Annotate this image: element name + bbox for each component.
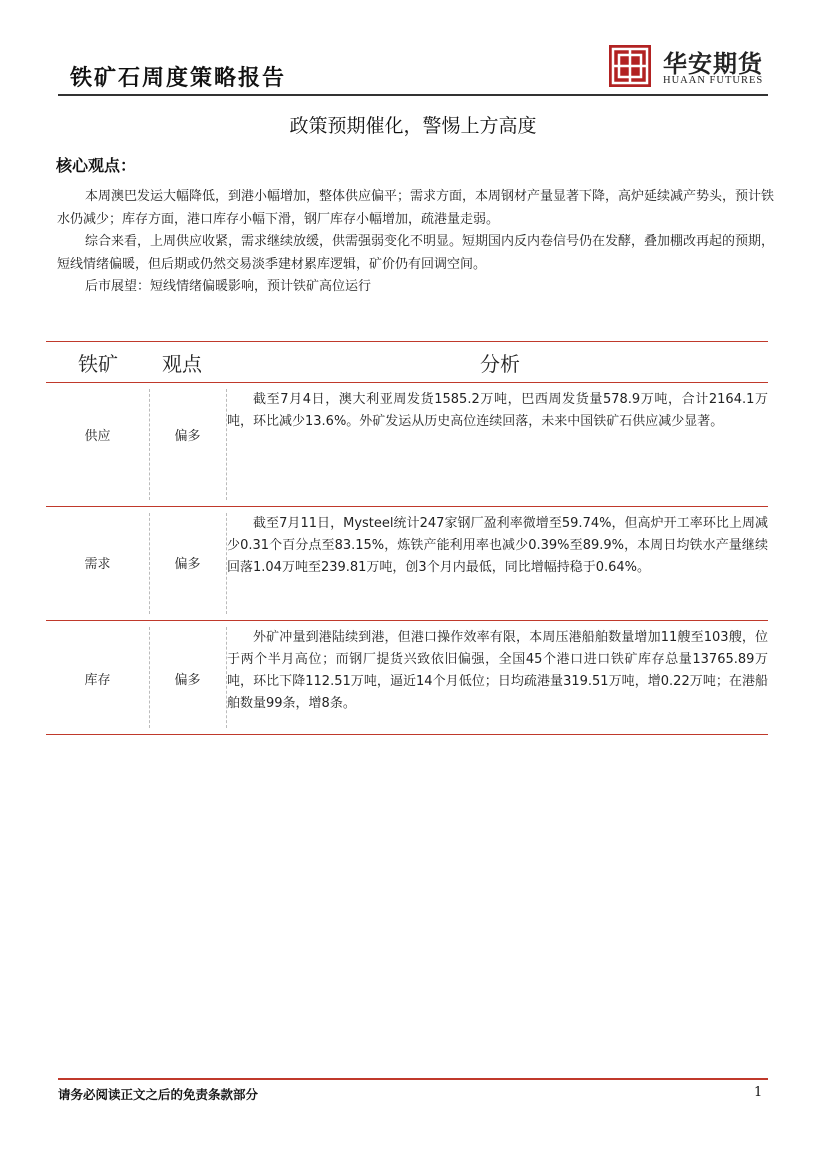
row-analysis-text: 截至7月11日，Mysteel统计247家钢厂盈利率微增至59.74%，但高炉开工率环比上周减少0.31个百分点至83.15%，炼铁产能利用率也减少0.39%至89.9%，本周日均铁水产量继续回落1.04万吨至239.81万吨，创3个月内最低，同比增幅持稳于0.64%。 (227, 516, 768, 575)
row-analysis-text: 外矿冲量到港陆续到港，但港口操作效率有限，本周压港船舶数量增加11艘至103艘，位于两个半月高位；而钢厂提货兴致依旧偏强，全国45个港口进口铁矿库存总量13765.89万吨，环比下降112.51万吨，逼近14个月低位；日均疏港量319.51万吨，增0.22万吨；在港船舶数量99条，增8条。 (227, 630, 768, 711)
header-iron-ore: 铁矿 (78, 352, 118, 376)
row-item-label: 需求 (84, 557, 111, 572)
table-row-demand (46, 507, 768, 621)
row-view-label: 偏多 (174, 673, 201, 688)
footer-divider (58, 1078, 768, 1080)
row-analysis-text: 截至7月4日，澳大利亚周发货1585.2万吨，巴西周发货量578.9万吨，合计2164.1万吨，环比减少13.6%。外矿发运从历史高位连续回落，未来中国铁矿石供应减少显著。 (227, 392, 768, 429)
logo-text-en: HUAAN FUTURES (663, 75, 764, 86)
table-header-row (46, 342, 768, 383)
core-views-label: 核心观点： (56, 156, 137, 175)
row-item-label: 供应 (84, 429, 111, 444)
analysis-table (46, 341, 768, 735)
footer-disclaimer: 请务必阅读正文之后的免责条款部分 (58, 1087, 259, 1102)
header-view: 观点 (162, 352, 202, 376)
row-item-label: 库存 (84, 673, 111, 688)
table-row-supply (46, 383, 768, 507)
core-paragraph: 综合来看，上周供应收紧，需求继续放缓，供需强弱变化不明显。短期国内反内卷信号仍在发酵，叠加棚改再起的预期，短线情绪偏暖，但后期或仍然交易淡季建材累库逻辑，矿价仍有回调空间。 (57, 234, 775, 272)
logo-text-cn: 华安期货 (663, 50, 763, 78)
core-paragraph: 后市展望：短线情绪偏暖影响，预计铁矿高位运行 (85, 279, 372, 294)
page-number: 1 (754, 1085, 763, 1100)
column-divider (149, 389, 150, 500)
row-view-label: 偏多 (174, 557, 201, 572)
table-row-inventory (46, 621, 768, 735)
company-logo (608, 44, 768, 90)
row-view-label: 偏多 (174, 429, 201, 444)
huaan-seal-icon (608, 44, 652, 88)
core-views-body (57, 186, 779, 299)
core-paragraph: 本周澳巴发运大幅降低，到港小幅增加，整体供应偏平；需求方面，本周钢材产量显著下降，高炉延续减产势头，预计铁水仍减少；库存方面，港口库存小幅下滑，钢厂库存小幅增加，疏港量走弱。 (57, 189, 775, 227)
report-title: 铁矿石周度策略报告 (70, 66, 287, 91)
header-divider (58, 94, 768, 96)
header-analysis: 分析 (480, 352, 520, 376)
main-heading: 政策预期催化，警惕上方高度 (289, 115, 537, 137)
